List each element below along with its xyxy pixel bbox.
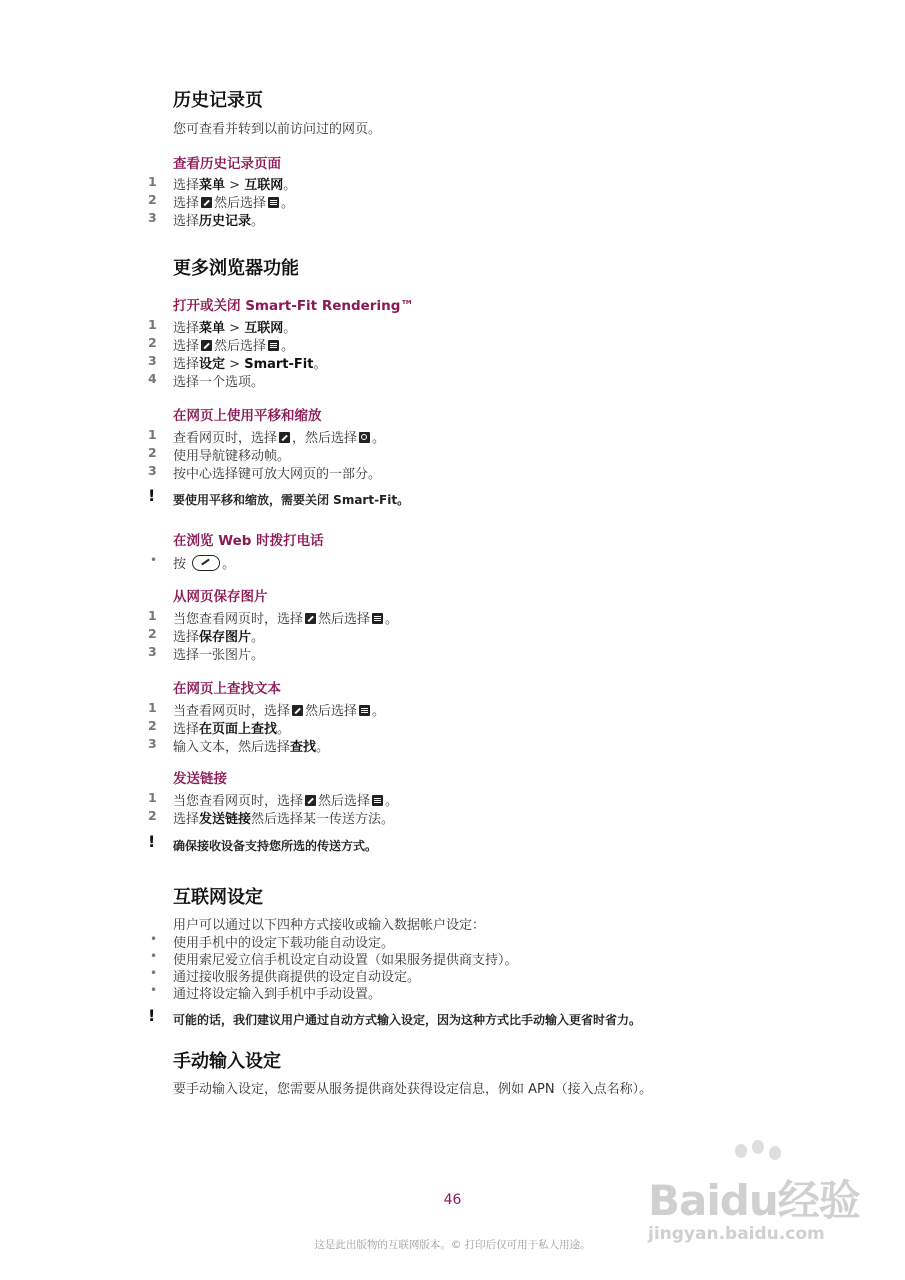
step-text: 。 — [222, 557, 236, 572]
step-text: 然后选择 — [318, 794, 371, 809]
saveimg-heading: 从网页保存图片 — [173, 589, 268, 605]
step-bold: 互联网 — [244, 178, 284, 193]
bullet-text: 使用手机中的设定下载功能自动设定。 — [173, 936, 395, 951]
step-number: 3 — [148, 736, 157, 751]
pen-icon — [201, 340, 212, 351]
step-text: 当您查看网页时，选择 — [173, 612, 304, 627]
bullet: • — [150, 553, 158, 567]
step-number: 1 — [148, 427, 157, 442]
step-bold: Smart-Fit — [244, 357, 314, 372]
step-text: 。 — [385, 612, 399, 627]
view-history-heading: 查看历史记录页面 — [173, 156, 281, 172]
manual-settings-text: 要手动输入设定，您需要从服务提供商处获得设定信息，例如 APN（接入点名称）。 — [173, 1082, 653, 1097]
history-title: 历史记录页 — [173, 90, 263, 111]
step-number: 2 — [148, 626, 157, 641]
step-text: 。 — [372, 431, 386, 446]
step-text: 选择一张图片。 — [173, 648, 265, 663]
step-text: 。 — [251, 630, 265, 645]
bullet: • — [150, 949, 158, 963]
smartfit-heading: 打开或关闭 Smart-Fit Rendering™ — [173, 298, 414, 314]
bullet-text: 使用索尼爱立信手机设定自动设置（如果服务提供商支持）。 — [173, 953, 518, 968]
bullet: • — [150, 983, 158, 997]
menu-icon — [359, 705, 370, 716]
step-text: 选择一个选项。 — [173, 375, 265, 390]
panzoom-note: 要使用平移和缩放，需要关闭 Smart-Fit。 — [173, 493, 410, 507]
step-number: 2 — [148, 718, 157, 733]
step-text: 当您查看网页时，选择 — [173, 794, 304, 809]
pen-icon — [201, 197, 212, 208]
step-bold: 设定 — [199, 357, 226, 372]
step-text: 。 — [385, 794, 399, 809]
step-text: > — [225, 178, 245, 193]
step-text: 选择 — [173, 196, 200, 211]
step-text: 然后选择 — [318, 612, 371, 627]
paw-icon — [769, 1146, 781, 1160]
step-number: 2 — [148, 192, 157, 207]
step-number: 1 — [148, 790, 157, 805]
panzoom-heading: 在网页上使用平移和缩放 — [173, 408, 322, 424]
step-text: 。 — [251, 214, 265, 229]
step-text: 然后选择某一传送方法。 — [251, 812, 395, 827]
step-number: 3 — [148, 463, 157, 478]
baidu-watermark — [640, 1140, 870, 1260]
note-exclamation-icon: ! — [148, 1006, 156, 1025]
step-number: 1 — [148, 174, 157, 189]
step-number: 3 — [148, 353, 157, 368]
inet-settings-title: 互联网设定 — [173, 887, 263, 908]
step-text: 。 — [283, 178, 297, 193]
step-text: 选择 — [173, 357, 200, 372]
step-text: > — [225, 357, 245, 372]
step-number: 1 — [148, 608, 157, 623]
sendlink-heading: 发送链接 — [173, 771, 227, 787]
step-number: 3 — [148, 210, 157, 225]
watermark-url: jingyan.baidu.com — [648, 1224, 825, 1244]
manual-settings-title: 手动输入设定 — [173, 1051, 281, 1072]
footer-text: 这是此出版物的互联网版本。© 打印后仅可用于私人用途。 — [314, 1239, 591, 1251]
call-heading: 在浏览 Web 时拨打电话 — [173, 533, 324, 549]
step-text: 选择 — [173, 321, 200, 336]
more-features-title: 更多浏览器功能 — [173, 258, 299, 279]
step-number: 2 — [148, 445, 157, 460]
paw-icon — [735, 1144, 747, 1158]
step-text: 查看网页时，选择 — [173, 431, 278, 446]
inet-settings-intro: 用户可以通过以下四种方式接收或输入数据帐户设定： — [173, 918, 486, 933]
bullet-text: 通过接收服务提供商提供的设定自动设定。 — [173, 970, 421, 985]
menu-icon — [268, 197, 279, 208]
step-text: 选择 — [173, 339, 200, 354]
step-number: 1 — [148, 700, 157, 715]
menu-icon — [372, 613, 383, 624]
step-bold: 发送链接 — [199, 812, 252, 827]
step-bold: 菜单 — [199, 321, 226, 336]
step-number: 2 — [148, 335, 157, 350]
call-key-icon — [192, 555, 220, 571]
step-text: > — [225, 321, 245, 336]
note-exclamation-icon: ! — [148, 486, 156, 505]
pen-icon — [305, 795, 316, 806]
bullet-text: 通过将设定输入到手机中手动设置。 — [173, 987, 382, 1002]
pen-icon — [279, 432, 290, 443]
zoom-icon — [359, 432, 370, 443]
step-bold: 查找 — [290, 740, 317, 755]
step-number: 3 — [148, 644, 157, 659]
step-text: 使用导航键移动帧。 — [173, 449, 291, 464]
step-text: 输入文本，然后选择 — [173, 740, 291, 755]
menu-icon — [372, 795, 383, 806]
history-intro: 您可查看并转到以前访问过的网页。 — [173, 122, 382, 137]
step-text: 当查看网页时，选择 — [173, 704, 291, 719]
step-text: 选择 — [173, 722, 200, 737]
step-text: 选择 — [173, 812, 200, 827]
step-bold: 菜单 — [199, 178, 226, 193]
step-bold: 保存图片 — [199, 630, 252, 645]
step-bold: 历史记录 — [199, 214, 252, 229]
step-number: 1 — [148, 317, 157, 332]
step-text: 。 — [372, 704, 386, 719]
menu-icon — [268, 340, 279, 351]
step-text: 然后选择 — [214, 196, 267, 211]
step-text: 。 — [313, 357, 327, 372]
pen-icon — [305, 613, 316, 624]
step-text: 按中心选择键可放大网页的一部分。 — [173, 467, 382, 482]
paw-icon — [752, 1140, 764, 1154]
step-text: 。 — [283, 321, 297, 336]
step-text: 选择 — [173, 178, 200, 193]
findtext-heading: 在网页上查找文本 — [173, 681, 281, 697]
step-text: 选择 — [173, 630, 200, 645]
step-text: ，然后选择 — [292, 431, 358, 446]
step-text: 。 — [277, 722, 291, 737]
note-exclamation-icon: ! — [148, 832, 156, 851]
sendlink-note: 确保接收设备支持您所选的传送方式。 — [173, 839, 378, 853]
step-text: 。 — [281, 339, 295, 354]
step-text: 。 — [316, 740, 330, 755]
step-text: 选择 — [173, 214, 200, 229]
step-text: 。 — [281, 196, 295, 211]
step-text: 按 — [173, 557, 187, 572]
bullet: • — [150, 966, 158, 980]
inet-settings-note: 可能的话，我们建议用户通过自动方式输入设定，因为这种方式比手动输入更省时省力。 — [173, 1013, 642, 1027]
bullet: • — [150, 932, 158, 946]
step-number: 4 — [148, 371, 157, 386]
step-bold: 互联网 — [244, 321, 284, 336]
page-number: 46 — [443, 1192, 462, 1208]
pen-icon — [292, 705, 303, 716]
step-text: 然后选择 — [214, 339, 267, 354]
step-text: 然后选择 — [305, 704, 358, 719]
step-bold: 在页面上查找 — [199, 722, 278, 737]
step-number: 2 — [148, 808, 157, 823]
watermark-logo: Baidu经验 — [648, 1176, 860, 1225]
